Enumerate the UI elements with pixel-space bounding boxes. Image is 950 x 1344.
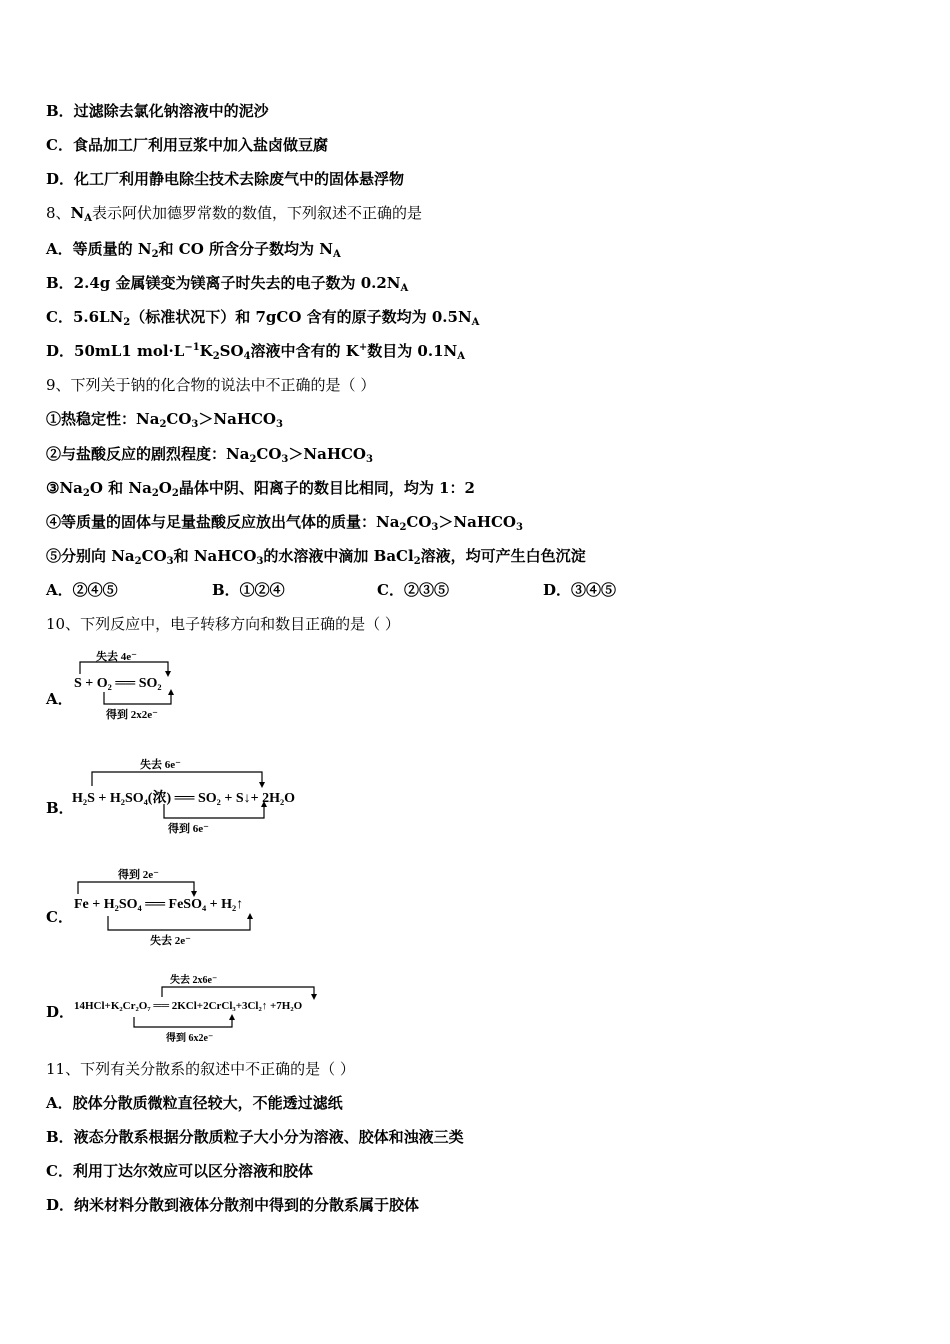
q9-statement-2: ②与盐酸反应的剧烈程度：$Na_2CO_3>NaHCO_3$ [46,445,373,465]
q10-stem: 10、下列反应中，电子转移方向和数目正确的是（ ） [46,615,400,633]
q10-c-top-label: 得到 2e⁻ [118,869,159,881]
q10-option-a-diagram [74,648,214,720]
q8-stem: 8、$N_A$表示阿伏加德罗常数的数值，下列叙述不正确的是 [46,204,423,224]
q8-option-d: D．50mL1 $mol\cdot L^{-1}K_2SO_4$溶液中含有的 K+数目为 $0.1N_A$ [46,342,465,362]
q9-statement-4: ④等质量的固体与足量盐酸反应放出气体的质量：$Na_2CO_3>NaHCO_3$ [46,513,523,533]
q10-option-d-label: D． [46,1003,75,1021]
q10-a-top-label: 失去 4e⁻ [96,651,137,663]
q9-statement-3: $③Na_2O$ 和 $Na_2O_2$晶体中阴、阳离子的数目比相同，均为 1：2 [46,479,475,499]
q10-b-bottom-label: 得到 6e⁻ [168,823,209,835]
q9-statement-5: ⑤分别向 $Na_2CO_3$和 NaHCO$_3$的水溶液中滴加 BaCl$_2$溶液，均可产生白色沉淀 [46,547,586,567]
q9-statement-1: ①热稳定性：$Na_2CO_3>NaHCO_3$ [46,410,283,430]
q7-option-b: B．过滤除去氯化钠溶液中的泥沙 [46,102,269,120]
q11-option-c: C．利用丁达尔效应可以区分溶液和胶体 [46,1162,313,1180]
q8-option-a: A．等质量的 $N_2$和 CO 所含分子数均为 $N_A$ [46,240,341,260]
q8-option-b: B．2.4g 金属镁变为镁离子时失去的电子数为 $0.2N_A$ [46,274,409,294]
q10-d-bottom-label: 得到 6x2e⁻ [166,1033,214,1044]
q9-option-a: A．②④⑤ [46,581,118,599]
q10-d-equation: 14HCl+K₂Cr₂O₇ ══ 2KCl+2CrCl₃+3Cl₂↑ +7H₂O [74,1000,303,1012]
q8-option-c: C．$5.6LN_2$（标准状况下）和 7gCO 含有的原子数均为 $0.5N_A$ [46,308,480,328]
q9-option-d: D．③④⑤ [543,581,617,599]
q10-b-top-label: 失去 6e⁻ [140,759,181,771]
q10-option-b-diagram [72,754,322,838]
q10-c-equation: Fe + H₂SO₄ ══ FeSO₄ + H₂↑ [74,897,244,912]
q10-option-b-label: B． [46,799,74,817]
q9-stem: 9、下列关于钠的化合物的说法中不正确的是（ ） [46,376,376,394]
q7-option-c: C．食品加工厂利用豆浆中加入盐卤做豆腐 [46,136,328,154]
q10-a-bottom-label: 得到 2x2e⁻ [106,709,158,721]
q10-d-top-label: 失去 2x6e⁻ [170,975,218,986]
q11-stem: 11、下列有关分散系的叙述中不正确的是（ ） [46,1060,355,1078]
q9-option-b: B．①②④ [212,581,285,599]
q10-a-equation: S + O₂ ══ SO₂ [74,676,162,691]
q10-option-c-diagram [74,864,284,950]
q10-c-bottom-label: 失去 2e⁻ [150,935,191,947]
q11-option-a: A．胶体分散质微粒直径较大，不能透过滤纸 [46,1094,343,1112]
q11-option-d: D．纳米材料分散到液体分散剂中得到的分散系属于胶体 [46,1196,420,1214]
q7-option-d: D．化工厂利用静电除尘技术去除废气中的固体悬浮物 [46,170,405,188]
q9-option-c: C．②③⑤ [377,581,449,599]
q10-option-d-diagram [74,971,374,1045]
q10-b-equation: H₂S + H₂SO₄(浓) ══ SO₂ + S↓+ 2H₂O [72,791,296,806]
q10-option-a-label: A． [46,690,73,708]
q11-option-b: B．液态分散系根据分散质粒子大小分为溶液、胶体和浊液三类 [46,1128,464,1146]
q9-options [46,580,666,600]
q10-option-c-label: C． [46,908,73,926]
